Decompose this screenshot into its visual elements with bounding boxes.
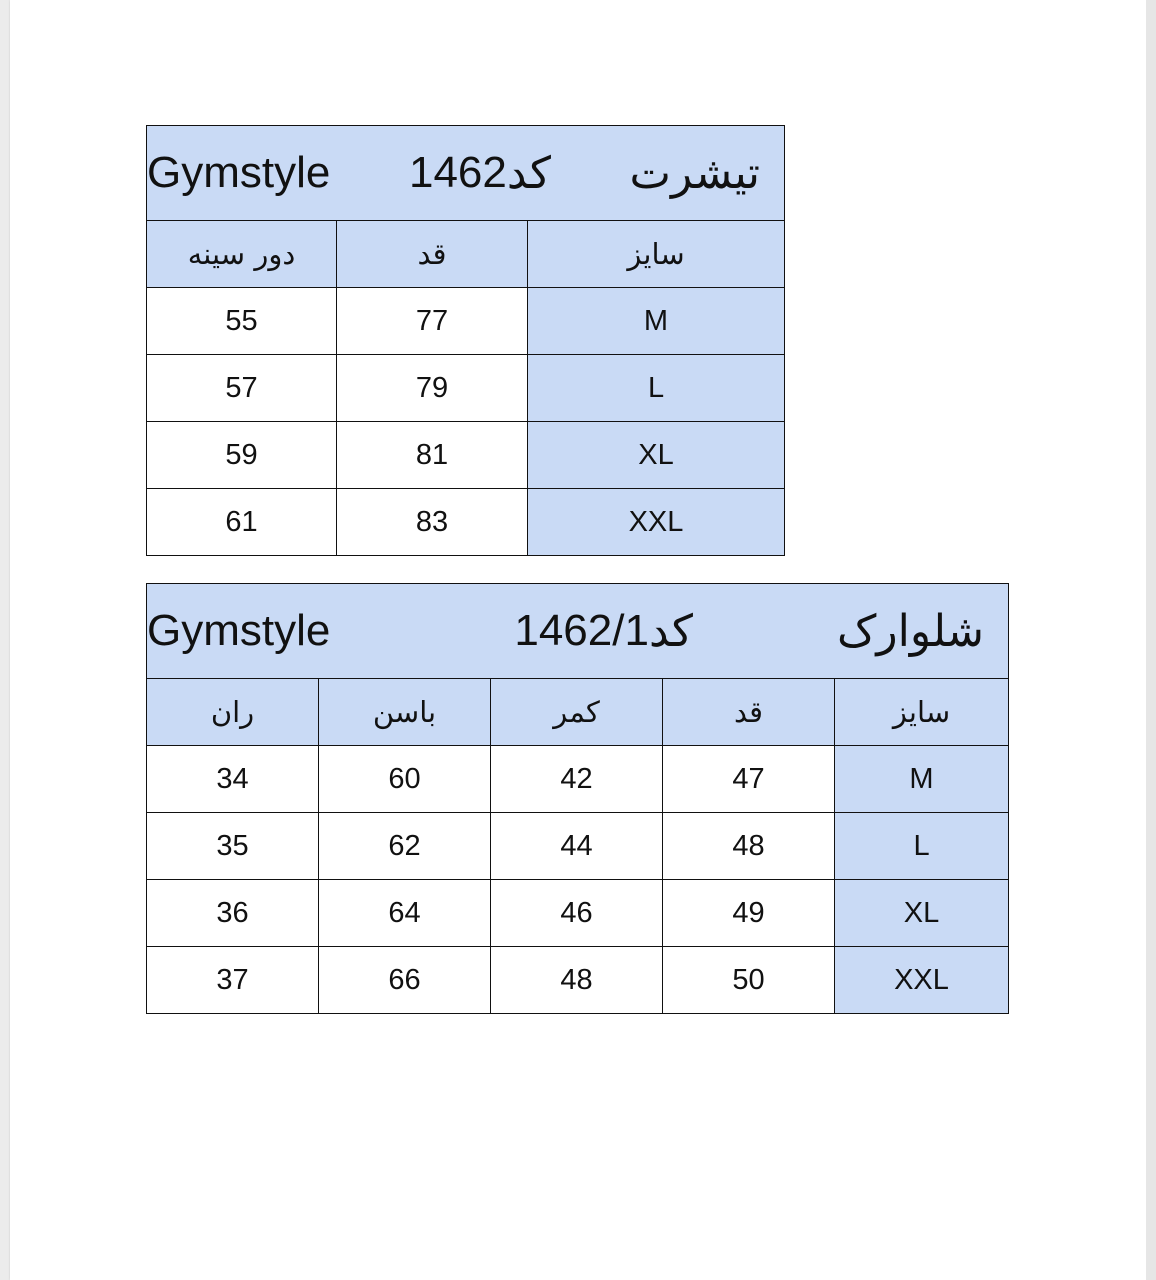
- chest-value: 55: [147, 288, 337, 355]
- table-row: [147, 880, 1009, 947]
- thigh-value: 36: [147, 880, 319, 947]
- chest-value: 61: [147, 489, 337, 556]
- length-value: 47: [663, 746, 835, 813]
- length-value: 49: [663, 880, 835, 947]
- page-edge: [1146, 0, 1156, 1280]
- size-value: XXL: [528, 489, 785, 556]
- length-value: 50: [663, 947, 835, 1014]
- length-value: 81: [337, 422, 528, 489]
- size-value: XL: [528, 422, 785, 489]
- size-value: M: [528, 288, 785, 355]
- table-row: [147, 746, 1009, 813]
- tshirt-product-name: تیشرت: [629, 147, 761, 199]
- shorts-header-row: [147, 679, 1009, 746]
- length-value: 83: [337, 489, 528, 556]
- waist-value: 44: [491, 813, 663, 880]
- size-value: XXL: [835, 947, 1009, 1014]
- shorts-code-number: 1462/1: [514, 606, 649, 655]
- hip-value: 64: [319, 880, 491, 947]
- size-value: M: [835, 746, 1009, 813]
- header-thigh: ران: [147, 679, 319, 746]
- thigh-value: 37: [147, 947, 319, 1014]
- chest-value: 57: [147, 355, 337, 422]
- tshirt-code: [409, 148, 551, 199]
- shorts-code: [514, 606, 693, 657]
- shorts-size-table: [146, 583, 1009, 1014]
- shorts-product-name: شلوارک: [836, 605, 985, 657]
- header-length: قد: [663, 679, 835, 746]
- thigh-value: 35: [147, 813, 319, 880]
- table-row: [147, 813, 1009, 880]
- tshirt-brand: Gymstyle: [147, 148, 331, 197]
- table-row: [147, 422, 785, 489]
- header-waist: کمر: [491, 679, 663, 746]
- thigh-value: 34: [147, 746, 319, 813]
- header-size: سایز: [835, 679, 1009, 746]
- size-value: XL: [835, 880, 1009, 947]
- tshirt-title-row: [147, 126, 785, 221]
- waist-value: 46: [491, 880, 663, 947]
- hip-value: 62: [319, 813, 491, 880]
- waist-value: 48: [491, 947, 663, 1014]
- table-row: [147, 355, 785, 422]
- chest-value: 59: [147, 422, 337, 489]
- length-value: 79: [337, 355, 528, 422]
- tshirt-title-cell: [147, 126, 785, 221]
- hip-value: 60: [319, 746, 491, 813]
- tshirt-code-number: 1462: [408, 148, 507, 197]
- table-row: [147, 947, 1009, 1014]
- shorts-brand: Gymstyle: [147, 606, 331, 655]
- header-chest: دور سینه: [147, 221, 337, 288]
- header-size: سایز: [528, 221, 785, 288]
- length-value: 48: [663, 813, 835, 880]
- table-row: [147, 489, 785, 556]
- hip-value: 66: [319, 947, 491, 1014]
- tshirt-header-row: [147, 221, 785, 288]
- size-value: L: [835, 813, 1009, 880]
- shorts-title-cell: [147, 584, 1009, 679]
- table-row: [147, 288, 785, 355]
- length-value: 77: [337, 288, 528, 355]
- shorts-code-label: کد: [648, 605, 693, 657]
- header-hip: باسن: [319, 679, 491, 746]
- tshirt-code-label: کد: [506, 147, 551, 199]
- size-value: L: [528, 355, 785, 422]
- shorts-title-row: [147, 584, 1009, 679]
- waist-value: 42: [491, 746, 663, 813]
- tshirt-size-table: [146, 125, 785, 556]
- header-length: قد: [337, 221, 528, 288]
